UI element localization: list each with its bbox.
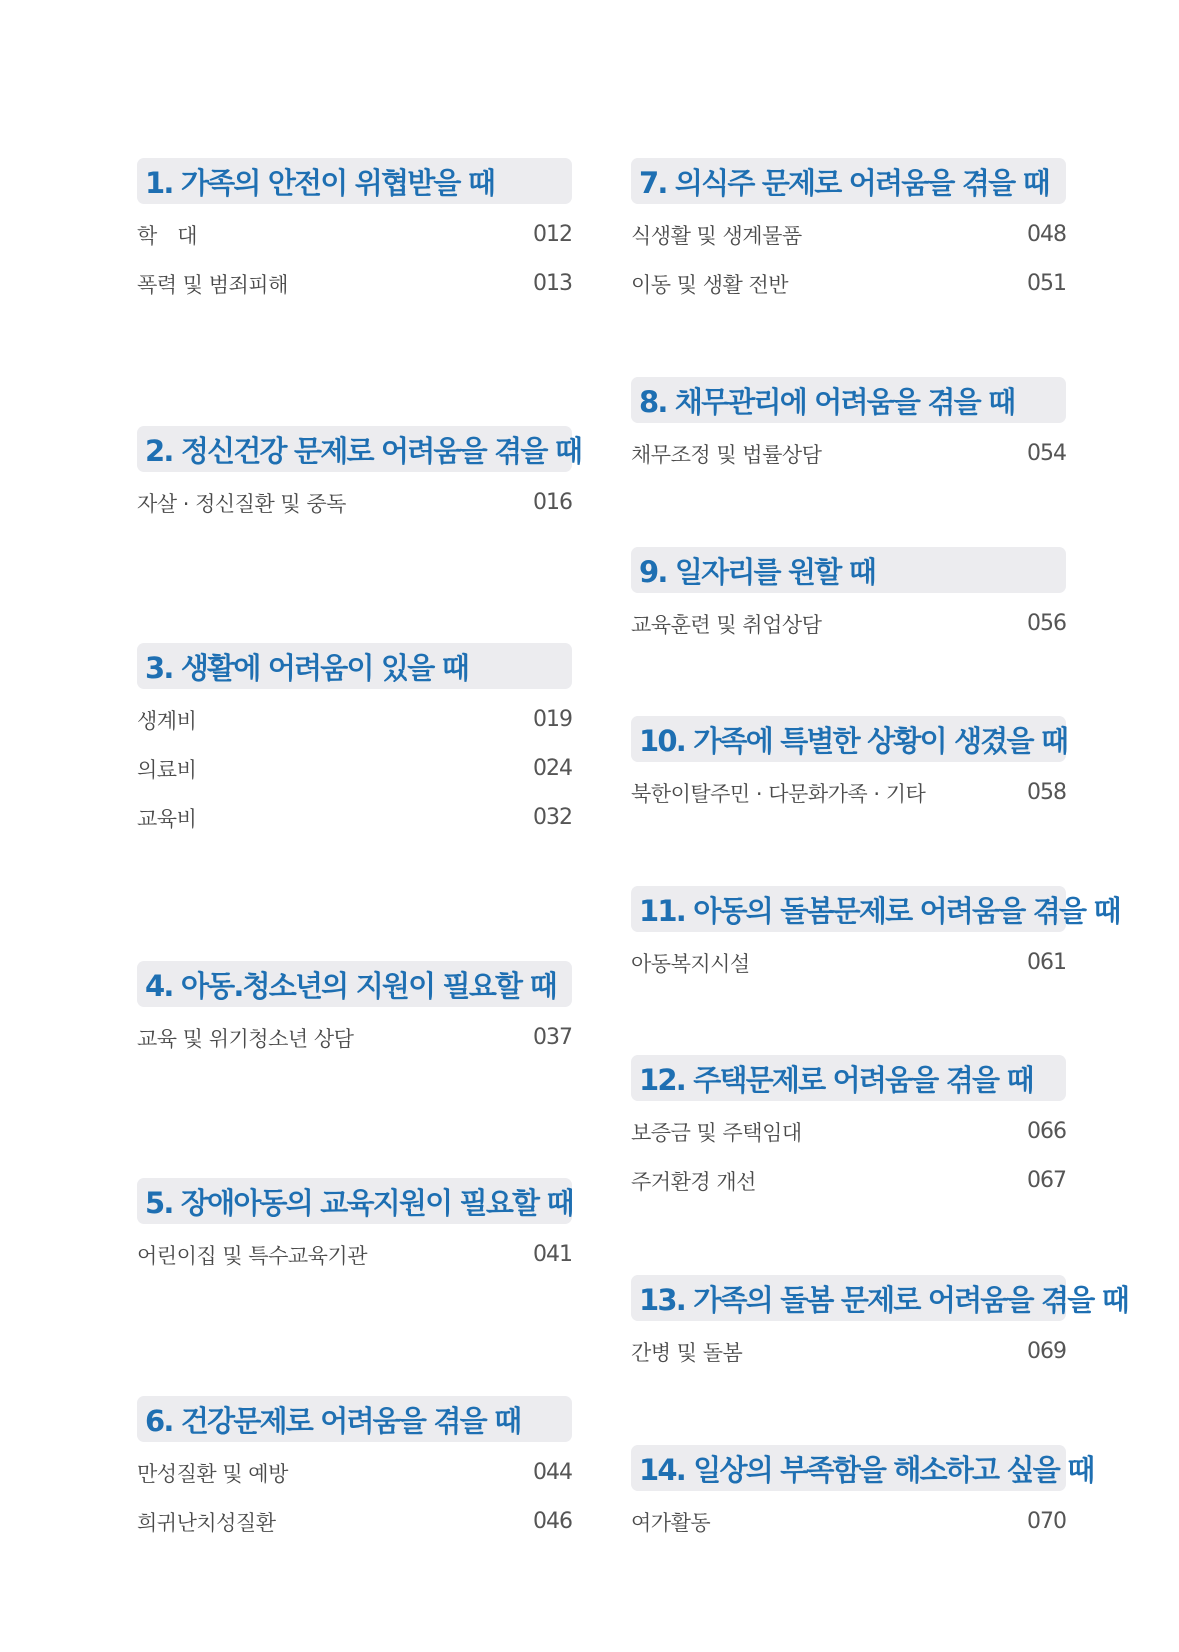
section-title: 2. 정신건강 문제로 어려움을 겪을 때 bbox=[145, 433, 582, 468]
toc-entry[interactable] bbox=[137, 744, 572, 793]
entry-label: 보증금 및 주택임대 bbox=[631, 1120, 802, 1145]
toc-entry[interactable] bbox=[631, 1156, 1066, 1205]
entry-label: 아동복지시설 bbox=[631, 951, 750, 976]
entry-page: 051 bbox=[1027, 271, 1066, 296]
entry-page: 056 bbox=[1027, 611, 1066, 636]
toc-entry[interactable] bbox=[631, 429, 1066, 478]
section-header bbox=[137, 1396, 572, 1442]
entry-page: 046 bbox=[533, 1509, 572, 1534]
toc-entry[interactable] bbox=[137, 1497, 572, 1546]
section-title: 7. 의식주 문제로 어려움을 겪을 때 bbox=[639, 165, 1049, 200]
section-header bbox=[631, 158, 1066, 204]
entry-label: 생계비 bbox=[137, 708, 197, 733]
entry-label: 만성질환 및 예방 bbox=[137, 1461, 288, 1486]
entry-label: 자살 · 정신질환 및 중독 bbox=[137, 491, 346, 516]
entry-label: 북한이탈주민 · 다문화가족 · 기타 bbox=[631, 781, 926, 806]
section-header bbox=[137, 961, 572, 1007]
toc-section bbox=[631, 1055, 1066, 1205]
section-title: 14. 일상의 부족함을 해소하고 싶을 때 bbox=[639, 1452, 1094, 1487]
section-header bbox=[631, 1275, 1128, 1321]
toc-entry[interactable] bbox=[631, 599, 1066, 648]
entry-page: 066 bbox=[1027, 1119, 1066, 1144]
toc-entry[interactable] bbox=[137, 478, 572, 527]
toc-entry[interactable] bbox=[137, 695, 572, 744]
entry-label: 간병 및 돌봄 bbox=[631, 1340, 743, 1365]
section-title: 8. 채무관리에 어려움을 겪을 때 bbox=[639, 384, 1015, 419]
entry-page: 069 bbox=[1027, 1339, 1066, 1364]
section-header bbox=[137, 643, 572, 689]
entry-page: 067 bbox=[1027, 1168, 1066, 1193]
toc-entry[interactable] bbox=[137, 1013, 572, 1062]
entry-page: 070 bbox=[1027, 1509, 1066, 1534]
toc-entry[interactable] bbox=[631, 259, 1066, 308]
entry-label: 주거환경 개선 bbox=[631, 1169, 756, 1194]
entry-label: 교육훈련 및 취업상담 bbox=[631, 612, 822, 637]
entry-label: 학 대 bbox=[137, 223, 198, 248]
section-header bbox=[137, 426, 582, 472]
entry-label: 이동 및 생활 전반 bbox=[631, 272, 789, 297]
entry-label: 교육비 bbox=[137, 806, 197, 831]
entry-page: 041 bbox=[533, 1242, 572, 1267]
toc-entry[interactable] bbox=[137, 793, 572, 842]
entry-label: 희귀난치성질환 bbox=[137, 1510, 276, 1535]
entry-page: 044 bbox=[533, 1460, 572, 1485]
toc-entry[interactable] bbox=[631, 938, 1066, 987]
entry-page: 061 bbox=[1027, 950, 1066, 975]
entry-page: 019 bbox=[533, 707, 572, 732]
entry-label: 여가활동 bbox=[631, 1510, 711, 1535]
section-title: 13. 가족의 돌봄 문제로 어려움을 겪을 때 bbox=[639, 1282, 1128, 1317]
toc-entry[interactable] bbox=[631, 210, 1066, 259]
toc-entry[interactable] bbox=[137, 259, 572, 308]
toc-entry[interactable] bbox=[137, 1448, 572, 1497]
toc-section bbox=[631, 377, 1066, 478]
toc-right-column bbox=[631, 0, 1128, 1652]
toc-section bbox=[137, 961, 572, 1062]
section-title: 11. 아동의 돌봄문제로 어려움을 겪을 때 bbox=[639, 893, 1120, 928]
entry-label: 폭력 및 범죄피해 bbox=[137, 272, 288, 297]
toc-section bbox=[137, 1396, 572, 1546]
entry-label: 의료비 bbox=[137, 757, 197, 782]
section-title: 10. 가족에 특별한 상황이 생겼을 때 bbox=[639, 723, 1068, 758]
toc-entry[interactable] bbox=[631, 1327, 1066, 1376]
entry-page: 012 bbox=[533, 222, 572, 247]
toc-section bbox=[631, 1275, 1128, 1376]
toc-entry[interactable] bbox=[137, 210, 572, 259]
entry-page: 058 bbox=[1027, 780, 1066, 805]
entry-page: 016 bbox=[533, 490, 572, 515]
section-title: 6. 건강문제로 어려움을 겪을 때 bbox=[145, 1403, 521, 1438]
entry-label: 식생활 및 생계물품 bbox=[631, 223, 802, 248]
toc-section bbox=[631, 716, 1066, 817]
toc-entry[interactable] bbox=[631, 1497, 1066, 1546]
toc-entry[interactable] bbox=[137, 1230, 572, 1279]
entry-page: 037 bbox=[533, 1025, 572, 1050]
section-header bbox=[631, 1055, 1066, 1101]
toc-section bbox=[137, 643, 572, 842]
toc-section bbox=[631, 158, 1066, 308]
entry-page: 013 bbox=[533, 271, 572, 296]
toc-section bbox=[137, 158, 572, 308]
entry-page: 054 bbox=[1027, 441, 1066, 466]
entry-label: 채무조정 및 법률상담 bbox=[631, 442, 822, 467]
section-header bbox=[137, 1178, 572, 1224]
entry-label: 어린이집 및 특수교육기관 bbox=[137, 1243, 367, 1268]
section-title: 9. 일자리를 원할 때 bbox=[639, 554, 875, 589]
section-title: 3. 생활에 어려움이 있을 때 bbox=[145, 650, 468, 685]
section-header bbox=[631, 547, 1066, 593]
toc-section bbox=[631, 886, 1120, 987]
section-header bbox=[631, 716, 1066, 762]
entry-page: 048 bbox=[1027, 222, 1066, 247]
toc-entry[interactable] bbox=[631, 768, 1066, 817]
toc-entry[interactable] bbox=[631, 1107, 1066, 1156]
entry-page: 024 bbox=[533, 756, 572, 781]
section-header bbox=[631, 1445, 1094, 1491]
section-header bbox=[137, 158, 572, 204]
section-header bbox=[631, 886, 1120, 932]
section-title: 12. 주택문제로 어려움을 겪을 때 bbox=[639, 1062, 1033, 1097]
entry-page: 032 bbox=[533, 805, 572, 830]
section-title: 5. 장애아동의 교육지원이 필요할 때 bbox=[145, 1185, 573, 1220]
entry-label: 교육 및 위기청소년 상담 bbox=[137, 1026, 354, 1051]
section-title: 1. 가족의 안전이 위협받을 때 bbox=[145, 165, 495, 200]
section-title: 4. 아동.청소년의 지원이 필요할 때 bbox=[145, 968, 556, 1003]
section-header bbox=[631, 377, 1066, 423]
toc-left-column bbox=[137, 0, 582, 1652]
toc-section bbox=[137, 1178, 572, 1279]
toc-section bbox=[631, 547, 1066, 648]
toc-section bbox=[631, 1445, 1094, 1546]
toc-section bbox=[137, 426, 582, 527]
